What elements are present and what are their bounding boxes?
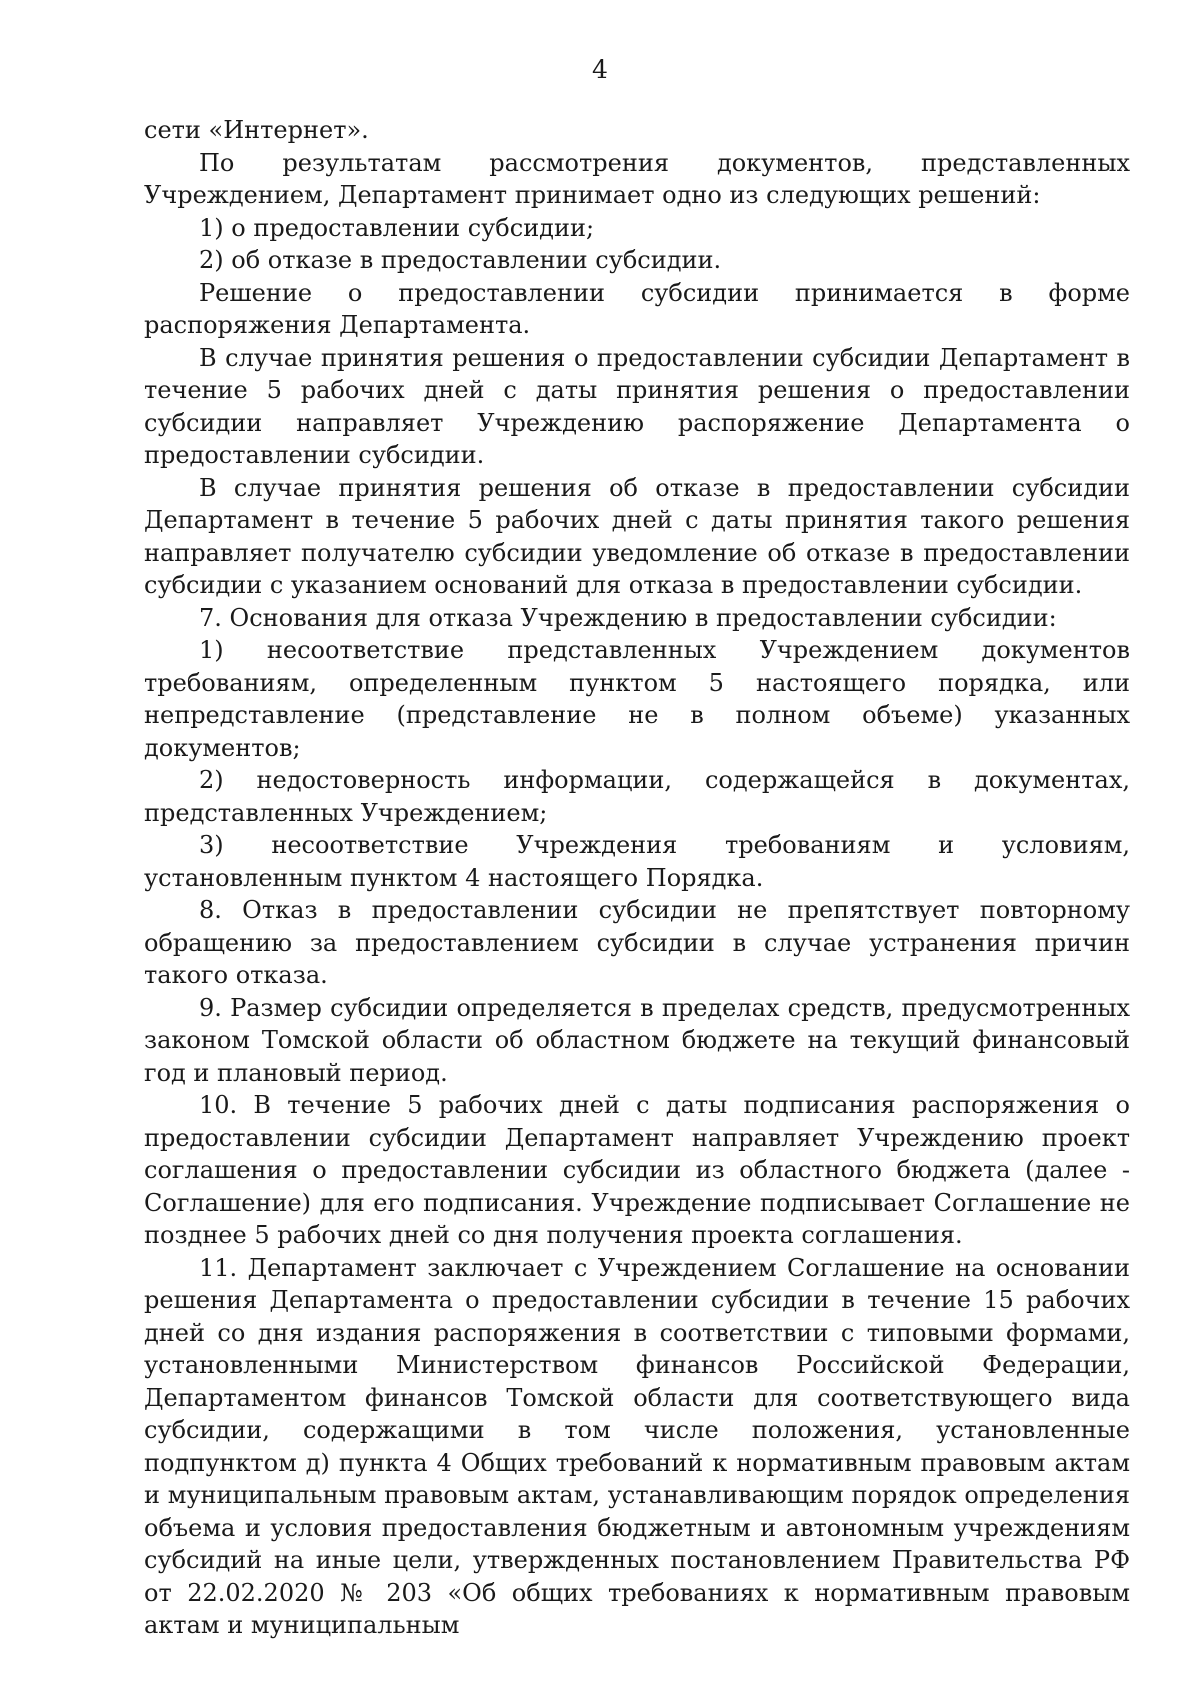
paragraph-refusal-notice: В случае принятия решения об отказе в предоставлении субсидии Департамент в течение 5 рабочих дней с даты принятия такого решения направляет получателю субсидии уведомление об отказе в предоставлении субсидии с указанием оснований для отказа в предоставлении субсидии. [144, 473, 1130, 599]
paragraph-item-7-1: 1) несоответствие представленных Учреждением документов требованиям, определенным пунктом 5 настоящего порядка, или непредставление (представление не в полном объеме) указанных документов; [144, 636, 1130, 762]
paragraph-item-7: 7. Основания для отказа Учреждению в предоставлении субсидии: [199, 603, 1057, 632]
paragraph-decision-2: 2) об отказе в предоставлении субсидии. [199, 246, 722, 274]
page-number: 4 [592, 55, 608, 84]
paragraph-item-7-2: 2) недостоверность информации, содержащейся в документах, представленных Учреждением; [144, 766, 1130, 827]
document-body [144, 114, 1130, 1642]
paragraph-decision-form: Решение о предоставлении субсидии принимается в форме распоряжения Департамента. [144, 278, 1130, 339]
paragraph-item-10: 10. В течение 5 рабочих дней с даты подписания распоряжения о предоставлении субсидии Департамент направляет Учреждению проект соглашения о предоставлении субсидии из областного бюджета (далее - Соглашение) для его подписания. Учреждение подписывает Соглашение не позднее 5 рабочих дней со дня получения проекта соглашения. [144, 1091, 1130, 1249]
paragraph-grant-notice: В случае принятия решения о предоставлении субсидии Департамент в течение 5 рабочих дней с даты принятия решения о предоставлении субсидии направляет Учреждению распоряжение Департамента о предоставлении субсидии. [144, 343, 1130, 469]
paragraph-item-7-3: 3) несоответствие Учреждения требованиям и условиям, установленным пунктом 4 настоящего Порядка. [144, 831, 1130, 892]
paragraph-decision-1: 1) о предоставлении субсидии; [199, 213, 595, 242]
paragraph-item-9: 9. Размер субсидии определяется в пределах средств, предусмотренных законом Томской области об областном бюджете на текущий финансовый год и плановый период. [144, 993, 1130, 1087]
paragraph-review-results: По результатам рассмотрения документов, представленных Учреждением, Департамент принимает одно из следующих решений: [144, 148, 1130, 209]
paragraph-item-8: 8. Отказ в предоставлении субсидии не препятствует повторному обращению за предоставлением субсидии в случае устранения причин такого отказа. [144, 896, 1130, 989]
paragraph-continuation: сети «Интернет». [144, 116, 369, 144]
paragraph-item-11: 11. Департамент заключает с Учреждением Соглашение на основании решения Департамента о предоставлении субсидии в течение 15 рабочих дней со дня издания распоряжения в соответствии с типовыми формами, установленными Министерством финансов Российской Федерации, Департаментом финансов Томской области для соответствующего вида субсидии, содержащими в том числе положения, установленные подпунктом д) пункта 4 Общих требований к нормативным правовым актам и муниципальным правовым актам, устанавливающим порядок определения объема и условия предоставления бюджетным и автономным учреждениям субсидий на иные цели, утвержденных постановлением Правительства РФ от 22.02.2020 № 203 «Об общих требованиях к нормативным правовым актам и муниципальным [144, 1253, 1130, 1639]
